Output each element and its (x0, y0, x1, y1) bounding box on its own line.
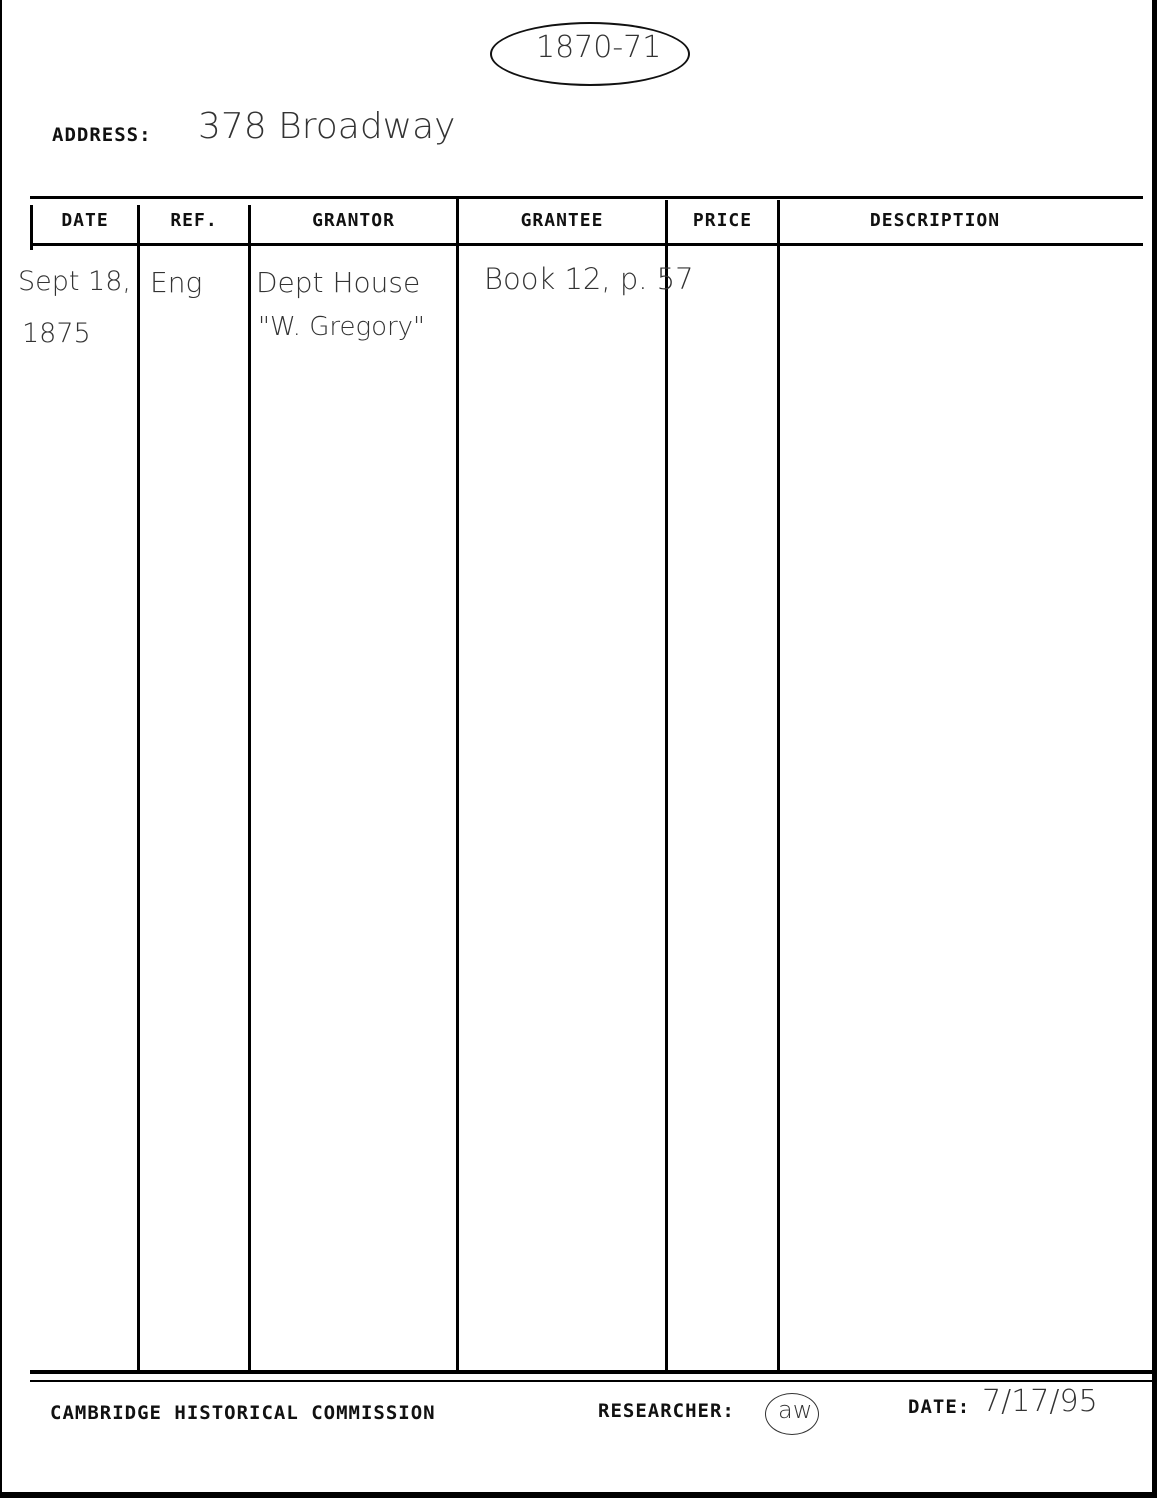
column-divider (456, 196, 459, 1373)
address-value: 378 Broadway (198, 106, 456, 147)
column-divider (777, 200, 780, 1373)
header-ref: REF. (170, 210, 218, 231)
entry-ref: Eng (150, 266, 203, 299)
researcher-label: RESEARCHER: (598, 1400, 735, 1422)
entry-grantor-line2: "W. Gregory" (258, 312, 426, 342)
table-bottom-rule (30, 1370, 1152, 1374)
entry-grantor-line1: Dept House (256, 266, 421, 299)
date-label: DATE: (908, 1396, 971, 1418)
researcher-initials: aw (778, 1396, 813, 1424)
header-grantee: GRANTEE (520, 210, 604, 231)
column-divider (137, 205, 140, 1373)
entry-grantee: Book 12, p. 57 (484, 262, 694, 296)
header-grantor: GRANTOR (312, 210, 395, 231)
table-header-rule (30, 243, 1143, 246)
column-divider (665, 200, 668, 1373)
organization-name: CAMBRIDGE HISTORICAL COMMISSION (50, 1402, 436, 1424)
footer-rule (30, 1380, 1152, 1382)
entry-date-line2: 1875 (22, 318, 91, 349)
address-label: ADDRESS: (52, 124, 152, 146)
date-value: 7/17/95 (982, 1384, 1098, 1419)
year-stamp: 1870-71 (536, 30, 662, 65)
column-divider (248, 205, 251, 1373)
table-top-rule (30, 196, 1143, 199)
header-date: DATE (61, 210, 109, 231)
header-description: DESCRIPTION (869, 210, 1001, 231)
entry-date-line1: Sept 18, (18, 266, 131, 297)
header-price: PRICE (692, 210, 753, 231)
